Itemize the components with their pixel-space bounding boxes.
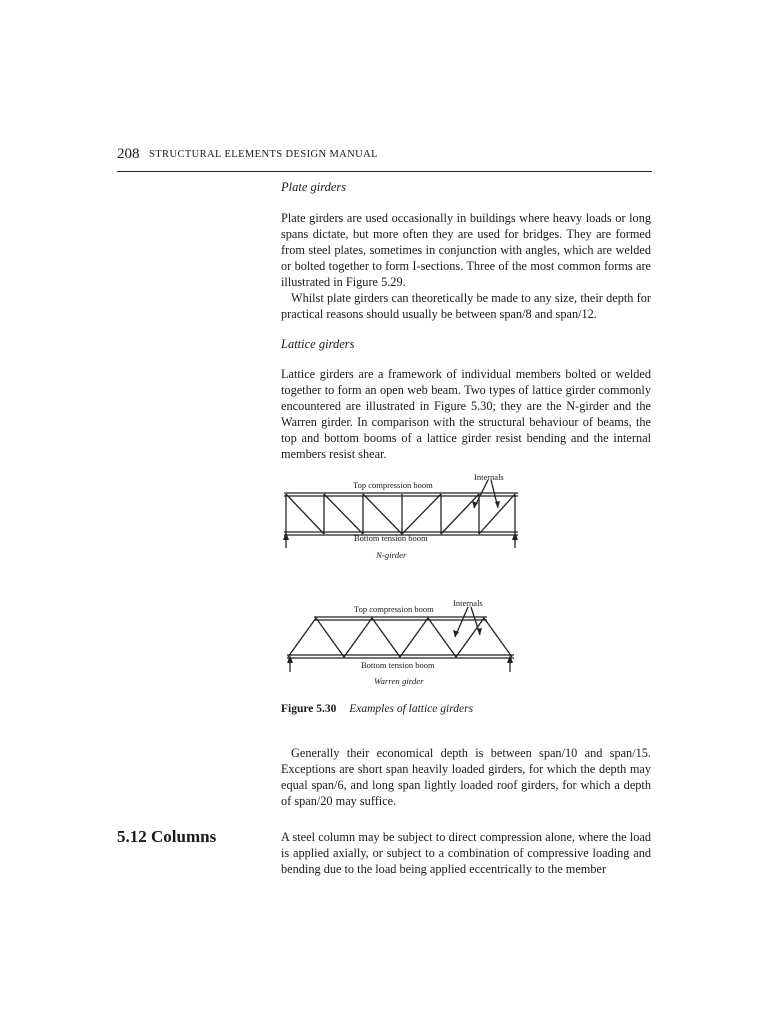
running-title: STRUCTURAL ELEMENTS DESIGN MANUAL <box>149 149 378 160</box>
figure-caption-number: Figure 5.30 <box>281 703 337 715</box>
plate-girders-body <box>281 210 651 322</box>
n-girder-figure <box>278 470 528 585</box>
running-header <box>117 146 652 166</box>
figure-caption <box>281 703 473 715</box>
figure-caption-title: Examples of lattice girders <box>349 703 474 715</box>
columns-paragraph: A steel column may be subject to direct compression alone, where the load is applied axially, or subject to a combination of compressive loading and bending due to the load being applied eccentrically to the member <box>281 830 651 876</box>
n-girder-internals-label: Internals <box>474 472 504 482</box>
n-girder-top-label: Top compression boom <box>353 480 433 490</box>
economical-depth-paragraph: Generally their economical depth is between span/10 and span/15. Exceptions are short span heavily loaded girders, for which the depth may equal span/6, and long span lightly loaded roof girders, for which a depth of span/20 may suffice. <box>281 746 651 808</box>
lattice-girders-heading: Lattice girders <box>281 337 355 351</box>
lattice-girders-paragraph: Lattice girders are a framework of individual members bolted or welded together to form an open web beam. Two types of lattice girder commonly encountered are illustrated in Figure 5.30; they are the N-girder and the Warren girder. In comparison with the structural behaviour of beams, the top and bottom booms of a lattice girder resist bending and the internal members resist shear. <box>281 367 651 461</box>
plate-girders-paragraph-1: Plate girders are used occasionally in buildings where heavy loads or long spans dictate, but more often they are used for bridges. They are formed from steel plates, sometimes in conjunction with angles, which are welded or bolted together to form I-sections. Three of the most common forms are illustrated in Figure 5.29. <box>281 211 651 289</box>
economical-depth-body <box>281 745 651 809</box>
warren-girder-internals-label: Internals <box>453 598 483 608</box>
columns-section-heading: 5.12 Columns <box>117 827 217 846</box>
n-girder-caption: N-girder <box>376 550 407 560</box>
warren-girder-figure <box>282 597 532 697</box>
warren-girder-bottom-label: Bottom tension boom <box>361 660 435 670</box>
header-rule <box>117 171 652 172</box>
plate-girders-heading: Plate girders <box>281 180 347 194</box>
warren-girder-top-label: Top compression boom <box>354 604 434 614</box>
plate-girders-paragraph-2: Whilst plate girders can theoretically be made to any size, their depth for practical reasons should usually be between span/8 and span/12. <box>281 291 651 321</box>
n-girder-bottom-label: Bottom tension boom <box>354 533 428 543</box>
warren-girder-caption: Warren girder <box>374 676 424 686</box>
lattice-girders-body <box>281 366 651 462</box>
columns-body <box>281 829 651 877</box>
page-number: 208 <box>117 146 140 162</box>
